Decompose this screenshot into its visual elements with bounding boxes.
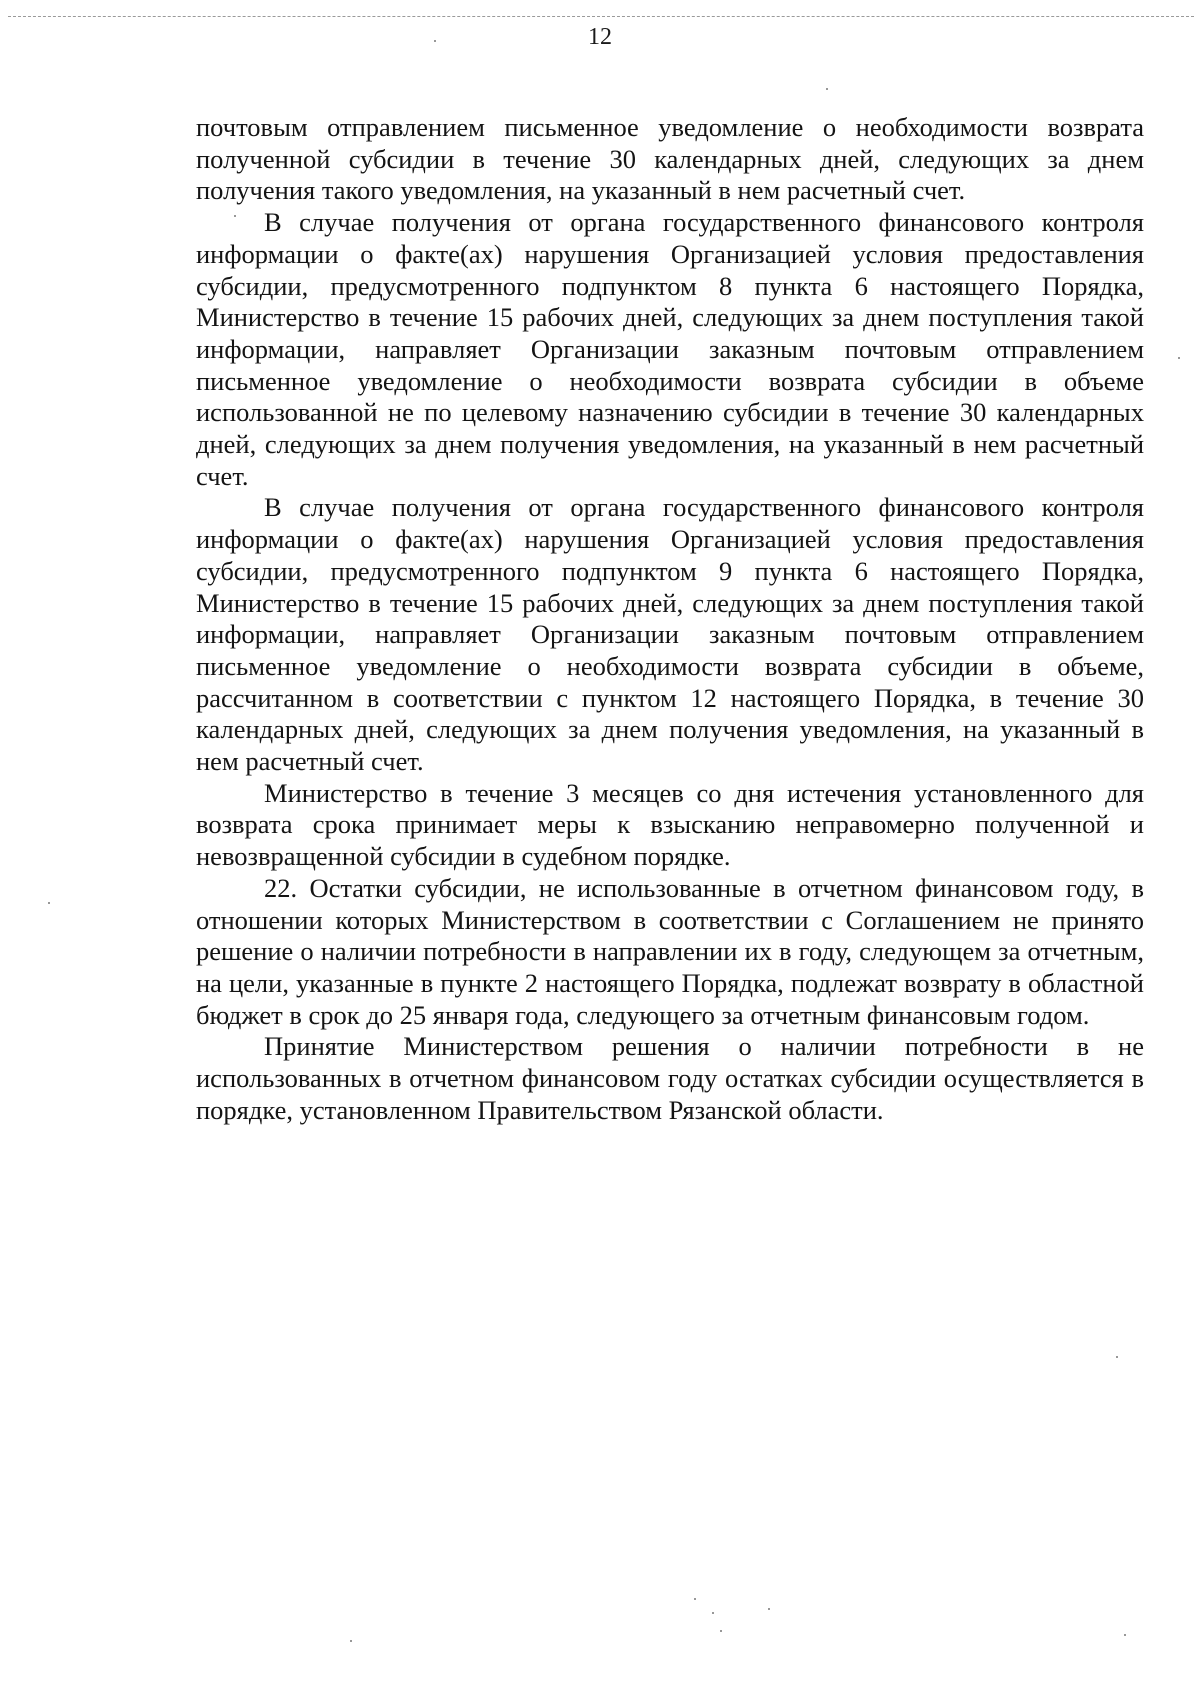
- scan-speck: [1116, 1356, 1118, 1358]
- scan-speck: [1178, 357, 1180, 359]
- paragraph-violation-subpoint-9: В случае получения от органа государственного финансового контроля информации о факте(ах) нарушения Организацией условия предоставления субсидии, предусмотренного подпунктом 9 пункта 6 настоящего Порядка, Министерство в течение 15 рабочих дней, следующих за днем поступления такой информации, направляет Организации заказным почтовым отправлением письменное уведомление о необходимости возврата субсидии в объеме, рассчитанном в соответствии с пунктом 12 настоящего Порядка, в течение 30 календарных дней, следующих за днем получения уведомления, на указанный в нем расчетный счет.: [196, 492, 1144, 777]
- scan-speck: [434, 40, 436, 42]
- page-number: 12: [588, 24, 612, 50]
- scan-speck: [1124, 1634, 1126, 1636]
- scan-speck: [712, 1612, 714, 1614]
- scan-speck: [826, 88, 828, 90]
- paragraph-violation-subpoint-8: В случае получения от органа государственного финансового контроля информации о факте(ах) нарушения Организацией условия предоставления субсидии, предусмотренного подпунктом 8 пункта 6 настоящего Порядка, Министерство в течение 15 рабочих дней, следующих за днем поступления такой информации, направляет Организации заказным почтовым отправлением письменное уведомление о необходимости возврата субсидии в объеме использованной не по целевому назначению субсидии в течение 30 календарных дней, следующих за днем получения уведомления, на указанный в нем расчетный счет.: [196, 207, 1144, 491]
- paragraph-item-22: 22. Остатки субсидии, не использованные в отчетном финансовом году, в отношении которых Министерством в соответствии с Соглашением не принято решение о наличии потребности в направлении их в году, следующем за отчетным, на цели, указанные в пункте 2 настоящего Порядка, подлежат возврату в областной бюджет в срок до 25 января года, следующего за отчетным финансовым годом.: [196, 872, 1144, 1030]
- scan-speck: [768, 1608, 770, 1610]
- scan-top-edge: [8, 16, 1194, 17]
- paragraph-continuation: почтовым отправлением письменное уведомление о необходимости возврата полученной субсидии в течение 30 календарных дней, следующих за днем получения такого уведомления, на указанный в нем расчетный счет.: [196, 112, 1144, 206]
- document-body: [196, 112, 1144, 1127]
- scan-speck: [694, 1598, 696, 1600]
- paragraph-ministry-decision: Принятие Министерством решения о наличии потребности в не использованных в отчетном финансовом году остатках субсидии осуществляется в порядке, установленном Правительством Рязанской области.: [196, 1031, 1144, 1125]
- scan-speck: [48, 902, 50, 904]
- scan-speck: [234, 215, 236, 217]
- scan-speck: [720, 1630, 722, 1632]
- paragraph-court-recovery: Министерство в течение 3 месяцев со дня истечения установленного для возврата срока принимает меры к взысканию неправомерно полученной и невозвращенной субсидии в судебном порядке.: [196, 777, 1144, 872]
- scan-speck: [350, 1640, 352, 1642]
